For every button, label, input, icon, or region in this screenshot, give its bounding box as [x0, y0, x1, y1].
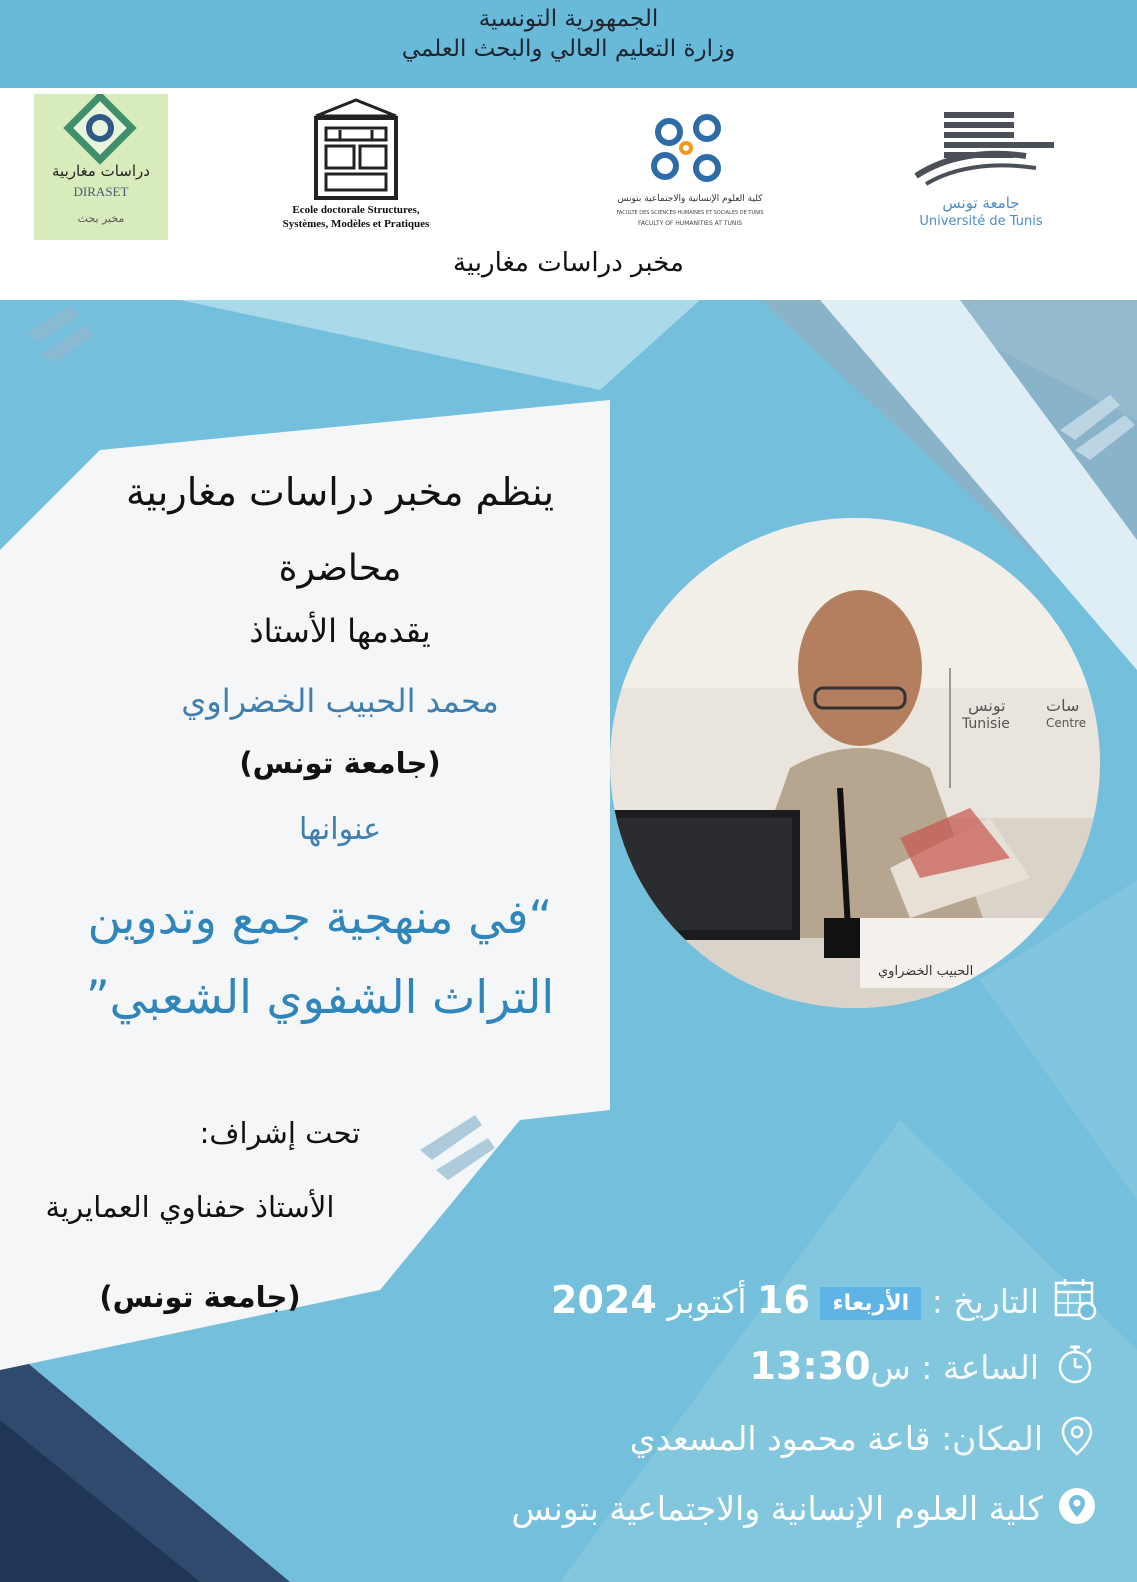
location-filled-icon — [1057, 1486, 1097, 1530]
stopwatch-icon — [1053, 1342, 1097, 1390]
supervisor-name: الأستاذ حفناوي العمايرية — [45, 1190, 335, 1224]
photo-sign-french-2: Centre — [1046, 716, 1087, 730]
government-banner — [0, 0, 1137, 88]
logo-band — [0, 88, 1137, 300]
faculty-row — [512, 1486, 1098, 1530]
lab-name: مخبر دراسات مغاربية — [453, 248, 684, 278]
presented-by: يقدمها الأستاذ — [249, 612, 431, 650]
country-name: الجمهورية التونسية — [478, 6, 659, 32]
speaker-photo-illustration — [610, 518, 1100, 1008]
event-type: محاضرة — [278, 548, 402, 589]
organizer-line: ينظم مخبر دراسات مغاربية — [125, 470, 555, 514]
speaker-affiliation: (جامعة تونس) — [239, 746, 441, 780]
place-value: قاعة محمود المسعدي — [629, 1418, 931, 1458]
faculty-logo-english: FACULTY OF HUMANITIES AT TUNIS — [637, 220, 743, 227]
diraset-logo — [34, 94, 168, 240]
date-text — [551, 1278, 1039, 1322]
photo-sign-arabic-2: سات — [1046, 696, 1080, 715]
building-emblem-icon — [276, 94, 436, 204]
faculty-logo-french: FACULTE DES SCIENCES HUMAINES ET SOCIALES DE TUNIS — [616, 210, 764, 216]
place-row — [630, 1414, 1097, 1462]
faculty-emblem-icon — [585, 102, 795, 194]
ecole-doctorale-logo — [276, 94, 436, 242]
location-outline-icon — [1057, 1414, 1097, 1462]
photo-sign-arabic: تونس — [968, 696, 1006, 715]
chevron-decoration-icon — [25, 305, 95, 362]
photo-nameplate: الحبيب الخضراوي — [878, 964, 974, 979]
date-label: التاريخ : — [931, 1282, 1039, 1321]
titled-label: عنوانها — [298, 812, 382, 847]
diraset-logo-arabic: دراسات مغاربية — [52, 162, 150, 180]
calendar-icon — [1053, 1276, 1097, 1324]
time-label: الساعة : س — [870, 1348, 1039, 1387]
ecole-doctorale-line2: Systèmes, Modèles et Pratiques — [282, 218, 430, 230]
diraset-logo-latin: DIRASET — [73, 184, 129, 199]
supervisor-affiliation: (جامعة تونس) — [99, 1280, 301, 1314]
lecture-title-line2: التراث الشفوي الشعبي” — [85, 970, 555, 1024]
time-value: 13:30 — [749, 1344, 871, 1388]
ministry-name: وزارة التعليم العالي والبحث العلمي — [401, 36, 736, 62]
supervision-label: تحت إشراف: — [199, 1116, 361, 1150]
faculty-logo-arabic: كلية العلوم الإنسانية والاجتماعية بتونس — [617, 194, 763, 204]
day-number: 16 — [757, 1278, 810, 1322]
photo-sign-french: Tunisie — [962, 716, 1010, 732]
speaker-photo — [610, 518, 1100, 1008]
university-emblem-icon — [896, 106, 1066, 190]
year: 2024 — [551, 1278, 657, 1322]
university-logo-french: Université de Tunis — [919, 214, 1043, 229]
time-row — [750, 1342, 1097, 1390]
faculty-logo — [585, 102, 795, 242]
diraset-logo-sub: مخبر بحث — [77, 212, 125, 225]
faculty-name: كلية العلوم الإنسانية والاجتماعية بتونس — [511, 1488, 1043, 1528]
lecture-title-line1: “في منهجية جمع وتدوين — [87, 890, 553, 944]
place-label: المكان: — [941, 1418, 1043, 1458]
university-logo — [896, 106, 1066, 236]
ecole-doctorale-line1: Ecole doctorale Structures, — [292, 204, 420, 216]
speaker-name: محمد الحبيب الخضراوي — [181, 682, 499, 720]
place-text — [630, 1419, 1043, 1458]
university-logo-arabic: جامعة تونس — [942, 194, 1020, 212]
day-badge: الأربعاء — [820, 1287, 921, 1320]
time-text — [750, 1344, 1039, 1388]
month-name: أكتوبر — [667, 1282, 747, 1321]
date-row — [551, 1276, 1097, 1324]
